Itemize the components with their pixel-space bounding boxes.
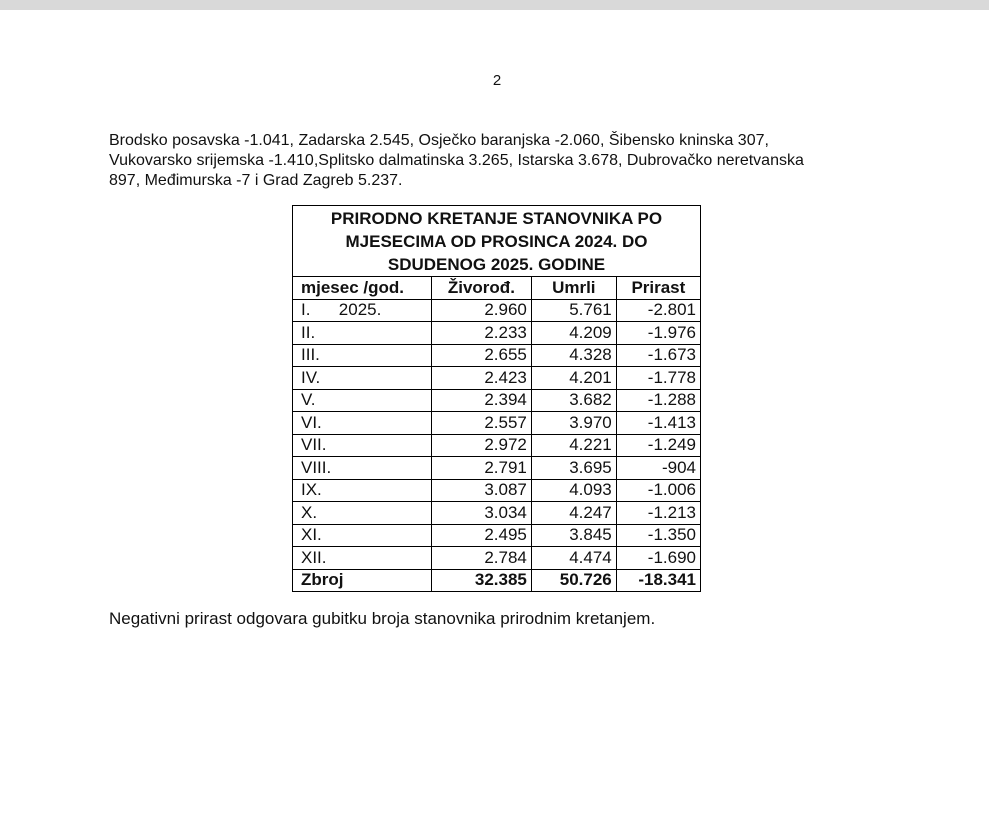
table-row [293,367,701,390]
cell-growth: -1.976 [616,322,700,345]
cell-growth: -1.413 [616,412,700,435]
intro-line: Vukovarsko srijemska -1.410,Splitsko dalmatinska 3.265, Istarska 3.678, Dubrovačko neretvanska [109,152,804,169]
page-number: 2 [492,72,502,89]
top-toolbar-strip [0,0,989,10]
cell-growth: -1.249 [616,434,700,457]
cell-month: II. [293,322,432,345]
cell-births: 2.423 [431,367,531,390]
cell-growth: -1.690 [616,547,700,570]
cell-month: III. [293,344,432,367]
intro-paragraph [109,131,869,191]
cell-deaths: 3.682 [531,389,616,412]
table-row [293,344,701,367]
total-deaths: 50.726 [531,569,616,592]
cell-deaths: 4.247 [531,502,616,525]
cell-month: VI. [293,412,432,435]
cell-deaths: 4.093 [531,479,616,502]
table-total-row [293,569,701,592]
cell-deaths: 5.761 [531,299,616,322]
header-month: mjesec /god. [293,277,432,300]
table-header-row [293,277,701,300]
cell-deaths: 4.201 [531,367,616,390]
cell-month: I. 2025. [293,299,432,322]
table-row [293,412,701,435]
table-row [293,389,701,412]
cell-births: 2.972 [431,434,531,457]
cell-growth: -2.801 [616,299,700,322]
table-row [293,434,701,457]
cell-births: 2.495 [431,524,531,547]
cell-month: V. [293,389,432,412]
cell-deaths: 4.209 [531,322,616,345]
table-row [293,502,701,525]
header-deaths: Umrli [531,277,616,300]
table-row [293,547,701,570]
cell-births: 3.087 [431,479,531,502]
cell-growth: -1.673 [616,344,700,367]
table-row [293,322,701,345]
cell-month: IX. [293,479,432,502]
header-growth: Prirast [616,277,700,300]
cell-births: 2.655 [431,344,531,367]
cell-births: 2.960 [431,299,531,322]
cell-growth: -1.288 [616,389,700,412]
natural-movement-table [292,205,701,592]
cell-births: 3.034 [431,502,531,525]
table-row [293,524,701,547]
cell-births: 2.233 [431,322,531,345]
total-growth: -18.341 [616,569,700,592]
cell-births: 2.791 [431,457,531,480]
cell-deaths: 3.845 [531,524,616,547]
cell-growth: -1.350 [616,524,700,547]
footnote: Negativni prirast odgovara gubitku broja stanovnika prirodnim kretanjem. [109,609,656,628]
cell-growth: -1.006 [616,479,700,502]
cell-month: XI. [293,524,432,547]
intro-line: 897, Međimurska -7 i Grad Zagreb 5.237. [109,172,403,189]
cell-births: 2.557 [431,412,531,435]
cell-month: X. [293,502,432,525]
table-row [293,299,701,322]
intro-line: Brodsko posavska -1.041, Zadarska 2.545, Osječko baranjska -2.060, Šibensko kninska 307, [109,132,769,149]
cell-deaths: 3.970 [531,412,616,435]
cell-growth: -904 [616,457,700,480]
table-row [293,479,701,502]
cell-growth: -1.778 [616,367,700,390]
cell-growth: -1.213 [616,502,700,525]
total-label: Zbroj [293,569,432,592]
cell-month: XII. [293,547,432,570]
cell-month: VII. [293,434,432,457]
total-births: 32.385 [431,569,531,592]
cell-deaths: 3.695 [531,457,616,480]
cell-deaths: 4.221 [531,434,616,457]
table-row [293,457,701,480]
table-title: PRIRODNO KRETANJE STANOVNIKA PO MJESECIMA OD PROSINCA 2024. DO SDUDENOG 2025. GODINE [293,206,701,277]
cell-births: 2.394 [431,389,531,412]
cell-births: 2.784 [431,547,531,570]
cell-month: IV. [293,367,432,390]
header-births: Živorođ. [431,277,531,300]
cell-deaths: 4.328 [531,344,616,367]
cell-month: VIII. [293,457,432,480]
cell-deaths: 4.474 [531,547,616,570]
